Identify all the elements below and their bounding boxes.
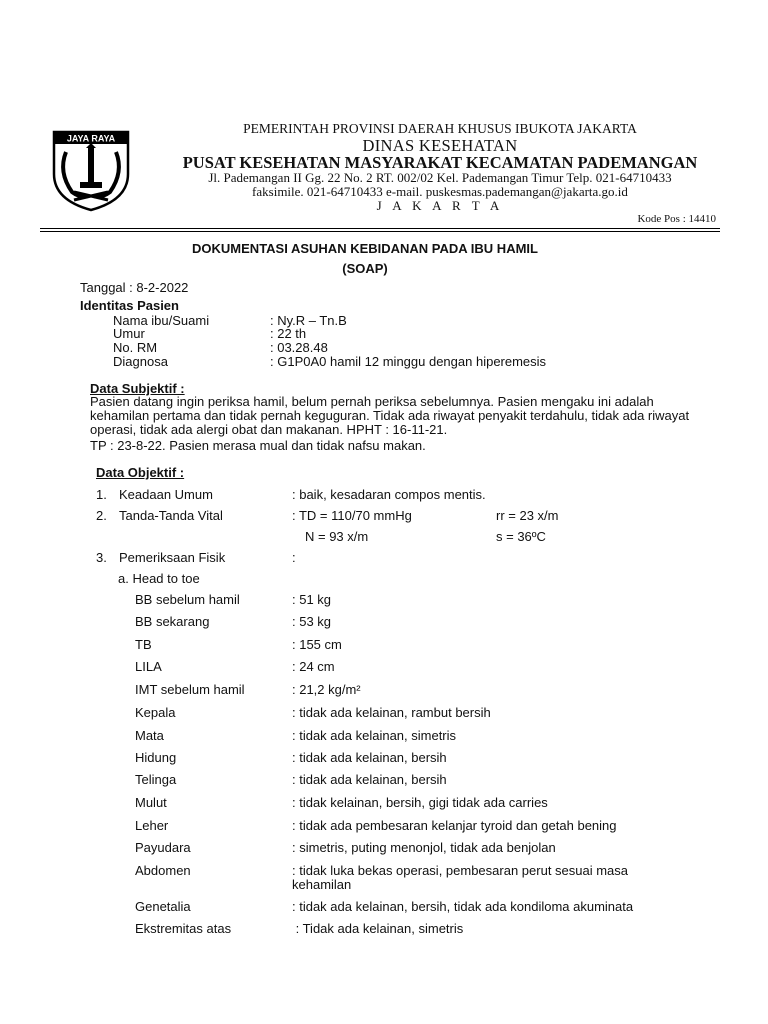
identitas-label: Nama ibu/Suami [113, 313, 210, 328]
exam-label: IMT sebelum hamil [135, 682, 245, 697]
exam-value: : 51 kg [292, 592, 332, 607]
exam-value: : tidak ada kelainan, bersih, tidak ada kondiloma akuminata [292, 899, 634, 914]
subjektif-tp: TP : 23-8-22. Pasien merasa mual dan tidak nafsu makan. [90, 438, 426, 453]
exam-value: : simetris, puting menonjol, tidak ada benjolan [292, 840, 556, 855]
exam-value: : tidak ada kelainan, bersih [292, 772, 447, 787]
exam-label: Genetalia [135, 899, 191, 914]
subjektif-text: Pasien datang ingin periksa hamil, belum pernah periksa sebelumnya. Pasien mengaku ini adalah kehamilan pertama dan tidak pernah keguguran. Tidak ada riwayat penyakit terdahulu, tidak ada riwayat operasi, tidak ada alergi obat dan makanan. HPHT : 16-11-21. [90, 394, 690, 437]
letterhead-contact: faksimile. 021-64710433 e-mail. puskesmas.pademangan@jakarta.go.id [252, 184, 628, 199]
exam-label: BB sebelum hamil [135, 592, 240, 607]
item-label: Pemeriksaan Fisik [119, 550, 226, 565]
document-title: DOKUMENTASI ASUHAN KEBIDANAN PADA IBU HAMIL [192, 241, 538, 256]
letterhead-province: PEMERINTAH PROVINSI DAERAH KHUSUS IBUKOTA JAKARTA [243, 121, 637, 136]
exam-label: Mata [135, 728, 164, 743]
letterhead-divider [40, 228, 720, 229]
identitas-label: No. RM [113, 340, 158, 355]
exam-label: Mulut [135, 795, 167, 810]
objektif-heading: Data Objektif : [96, 465, 185, 480]
identitas-label: Diagnosa [113, 354, 168, 369]
exam-value: : 21,2 kg/m² [292, 682, 361, 697]
exam-label: BB sekarang [135, 614, 210, 629]
jaya-raya-logo [50, 128, 132, 212]
letterhead-department: DINAS KESEHATAN [362, 136, 518, 155]
exam-value: : 53 kg [292, 614, 332, 629]
exam-label: Telinga [135, 772, 177, 787]
logo-text: JAYA RAYA [66, 133, 116, 144]
exam-label: Ekstremitas atas [135, 921, 232, 936]
exam-value: : tidak ada pembesaran kelanjar tyroid dan getah bening [292, 818, 617, 833]
item-value: N = 93 x/m [305, 529, 369, 544]
letterhead-divider-thin [40, 231, 720, 232]
postal-code: Kode Pos : 14410 [637, 213, 716, 225]
item-value: : baik, kesadaran compos mentis. [292, 487, 486, 502]
head-to-toe-heading: a. Head to toe [118, 571, 200, 586]
exam-value: : 24 cm [292, 659, 335, 674]
identitas-label: Umur [113, 326, 145, 341]
identitas-value: : 22 th [270, 326, 307, 341]
identitas-value: : 03.28.48 [270, 340, 328, 355]
item-extra: s = 36ºC [496, 529, 546, 544]
item-extra: rr = 23 x/m [496, 508, 559, 523]
identitas-heading: Identitas Pasien [80, 298, 179, 313]
item-number: 1. [96, 487, 107, 502]
exam-value: : tidak luka bekas operasi, pembesaran perut sesuai masa [292, 863, 629, 878]
identitas-value: : Ny.R – Tn.B [270, 313, 347, 328]
item-number: 3. [96, 550, 107, 565]
exam-label: Kepala [135, 705, 176, 720]
exam-value: : tidak kelainan, bersih, gigi tidak ada carries [292, 795, 548, 810]
item-value: : TD = 110/70 mmHg [292, 508, 412, 523]
exam-label: Hidung [135, 750, 177, 765]
letterhead-institution: PUSAT KESEHATAN MASYARAKAT KECAMATAN PADEMANGAN [182, 153, 698, 172]
item-label: Tanda-Tanda Vital [119, 508, 223, 523]
item-value: : [292, 550, 296, 565]
exam-value: : tidak ada kelainan, bersih [292, 750, 447, 765]
exam-label: Abdomen [135, 863, 191, 878]
identitas-value: : G1P0A0 hamil 12 minggu dengan hiperemesis [270, 354, 547, 369]
exam-value: : tidak ada kelainan, simetris [292, 728, 457, 743]
letterhead-address: Jl. Pademangan II Gg. 22 No. 2 RT. 002/02 Kel. Pademangan Timur Telp. 021-64710433 [208, 170, 672, 185]
document-subtitle: (SOAP) [342, 261, 388, 276]
exam-value-continued: kehamilan [292, 877, 352, 892]
item-number: 2. [96, 508, 107, 523]
date-line: Tanggal : 8-2-2022 [80, 280, 189, 295]
item-label: Keadaan Umum [119, 487, 213, 502]
exam-value: : 155 cm [292, 637, 342, 652]
exam-label: Leher [135, 818, 169, 833]
letterhead-city: J A K A R T A [376, 198, 504, 213]
subjektif-heading: Data Subjektif : [90, 381, 185, 396]
exam-value: : Tidak ada kelainan, simetris [292, 921, 464, 936]
exam-value: : tidak ada kelainan, rambut bersih [292, 705, 491, 720]
exam-label: LILA [135, 659, 162, 674]
exam-label: Payudara [135, 840, 191, 855]
exam-label: TB [135, 637, 152, 652]
